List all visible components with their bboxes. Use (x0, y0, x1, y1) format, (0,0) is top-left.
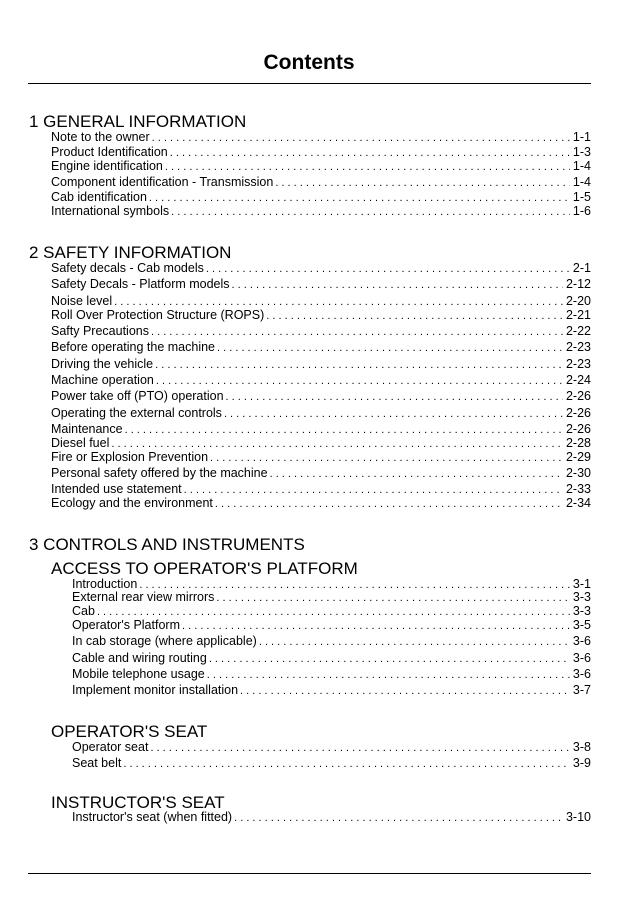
top-divider (28, 83, 591, 84)
toc-entry[interactable] (72, 756, 591, 772)
section-heading-controls-and-instruments: 3 CONTROLS AND INSTRUMENTS (29, 535, 305, 554)
toc-entry[interactable] (51, 261, 591, 277)
toc-entry-page: 2-22 (565, 324, 591, 338)
toc-entry-label: Introduction (72, 577, 138, 591)
toc-entry[interactable] (51, 204, 591, 220)
toc-entry-label: International symbols (51, 204, 170, 218)
toc-entry-page: 3-1 (572, 577, 591, 591)
toc-entry-page: 2-1 (572, 261, 591, 275)
toc-entry-page: 3-6 (572, 634, 591, 648)
toc-entry-page: 2-33 (565, 482, 591, 496)
toc-entry[interactable] (51, 450, 591, 466)
section-heading-general-information: 1 GENERAL INFORMATION (29, 112, 247, 131)
dot-leader (150, 741, 569, 756)
dot-leader (151, 325, 563, 340)
toc-entry-label: Mobile telephone usage (72, 667, 205, 681)
dot-leader (123, 757, 570, 772)
toc-entry-label: Cab identification (51, 190, 147, 204)
toc-entry-label: Operator seat (72, 740, 149, 754)
toc-entry-label: Power take off (PTO) operation (51, 389, 224, 403)
dot-leader (171, 205, 570, 220)
toc-entry-page: 3-9 (572, 756, 591, 770)
toc-entry-label: Safety decals - Cab models (51, 261, 204, 275)
toc-entry[interactable] (72, 740, 591, 756)
toc-entry-label: Diesel fuel (51, 436, 110, 450)
toc-entry[interactable] (51, 159, 591, 175)
toc-entry-page: 1-5 (572, 190, 591, 204)
toc-entry-page: 2-21 (565, 308, 591, 322)
toc-entry[interactable] (51, 308, 591, 324)
toc-entry-label: Intended use statement (51, 482, 182, 496)
dot-leader (226, 390, 563, 405)
dot-leader (270, 467, 563, 482)
dot-leader (275, 176, 570, 191)
toc-entry-page: 3-8 (572, 740, 591, 754)
toc-entry-label: Instructor's seat (when fitted) (72, 810, 233, 824)
dot-leader (156, 374, 563, 389)
toc-entry-page: 2-28 (565, 436, 591, 450)
toc-entry-page: 2-29 (565, 450, 591, 464)
toc-entry[interactable] (51, 373, 591, 389)
toc-entry[interactable] (72, 667, 591, 683)
section-heading-safety-information: 2 SAFETY INFORMATION (29, 243, 232, 262)
toc-entry-page: 1-4 (572, 159, 591, 173)
dot-leader (234, 811, 563, 826)
toc-entry[interactable] (51, 175, 591, 191)
toc-entry[interactable] (72, 651, 591, 667)
dot-leader (240, 684, 570, 699)
dot-leader (232, 278, 563, 293)
toc-entry-label: Note to the owner (51, 130, 150, 144)
toc-entry-page: 3-6 (572, 667, 591, 681)
dot-leader (210, 451, 563, 466)
subsection-heading-instructors-seat: INSTRUCTOR'S SEAT (51, 793, 225, 812)
toc-entry-page: 2-34 (565, 496, 591, 510)
toc-entry-page: 3-5 (572, 618, 591, 632)
subsection-heading-operators-seat: OPERATOR'S SEAT (51, 722, 208, 741)
toc-entry-page: 1-4 (572, 175, 591, 189)
toc-entry-label: Seat belt (72, 756, 122, 770)
toc-entry-page: 1-6 (572, 204, 591, 218)
toc-entry-page: 2-12 (565, 277, 591, 291)
toc-entry-page: 2-20 (565, 294, 591, 308)
dot-leader (182, 619, 570, 634)
toc-entry-label: Operating the external controls (51, 406, 222, 420)
dot-leader (224, 407, 563, 422)
toc-entry-page: 2-30 (565, 466, 591, 480)
toc-entry-label: In cab storage (where applicable) (72, 634, 257, 648)
toc-entry-label: Cable and wiring routing (72, 651, 207, 665)
toc-entry-label: Fire or Explosion Prevention (51, 450, 209, 464)
toc-entry[interactable] (51, 324, 591, 340)
toc-entry-label: Before operating the machine (51, 340, 215, 354)
subsection-heading-access-to-operators-platform: ACCESS TO OPERATOR'S PLATFORM (51, 559, 358, 578)
toc-entry-label: Machine operation (51, 373, 154, 387)
toc-entry-page: 3-6 (572, 651, 591, 665)
toc-entry[interactable] (51, 466, 591, 482)
toc-entry-page: 3-3 (572, 590, 591, 604)
toc-entry-page: 3-10 (565, 810, 591, 824)
toc-entry-label: External rear view mirrors (72, 590, 215, 604)
toc-entry-page: 2-23 (565, 340, 591, 354)
dot-leader (217, 341, 563, 356)
toc-entry-label: Component identification - Transmission (51, 175, 274, 189)
dot-leader (206, 262, 570, 277)
toc-entry-label: Product Identification (51, 145, 168, 159)
toc-entry[interactable] (51, 389, 591, 405)
toc-entry-label: Safty Precautions (51, 324, 149, 338)
toc-entry[interactable] (72, 810, 591, 826)
toc-entry-label: Engine identification (51, 159, 163, 173)
dot-leader (209, 652, 570, 667)
toc-entry-page: 2-26 (565, 389, 591, 403)
toc-entry-page: 3-3 (572, 604, 591, 618)
toc-entry[interactable] (51, 357, 591, 373)
toc-entry-label: Cab (72, 604, 95, 618)
toc-entry-label: Noise level (51, 294, 113, 308)
toc-entry-label: Personal safety offered by the machine (51, 466, 268, 480)
toc-entry[interactable] (72, 618, 591, 634)
toc-entry[interactable] (51, 340, 591, 356)
toc-entry[interactable] (51, 496, 591, 512)
toc-entry-label: Implement monitor installation (72, 683, 239, 697)
page-title: Contents (263, 51, 355, 74)
dot-leader (215, 497, 563, 512)
toc-entry-page: 1-3 (572, 145, 591, 159)
toc-entry-label: Safety Decals - Platform models (51, 277, 230, 291)
toc-entry-label: Operator's Platform (72, 618, 180, 632)
dot-leader (165, 160, 570, 175)
toc-entry[interactable] (72, 683, 591, 699)
toc-entry-page: 2-26 (565, 422, 591, 436)
toc-entry[interactable] (51, 130, 591, 146)
dot-leader (266, 309, 563, 324)
toc-entry-page: 2-26 (565, 406, 591, 420)
toc-entry[interactable] (72, 634, 591, 650)
toc-entry-label: Driving the vehicle (51, 357, 154, 371)
dot-leader (207, 668, 570, 683)
dot-leader (155, 358, 563, 373)
toc-entry-label: Roll Over Protection Structure (ROPS) (51, 308, 265, 322)
toc-entry-label: Ecology and the environment (51, 496, 213, 510)
toc-entry-page: 2-23 (565, 357, 591, 371)
dot-leader (152, 131, 570, 146)
bottom-divider (28, 873, 591, 874)
toc-entry[interactable] (51, 277, 591, 293)
toc-entry-page: 3-7 (572, 683, 591, 697)
toc-entry-label: Maintenance (51, 422, 123, 436)
toc-entry-page: 1-1 (572, 130, 591, 144)
toc-entry[interactable] (51, 406, 591, 422)
dot-leader (259, 635, 570, 650)
toc-entry-page: 2-24 (565, 373, 591, 387)
